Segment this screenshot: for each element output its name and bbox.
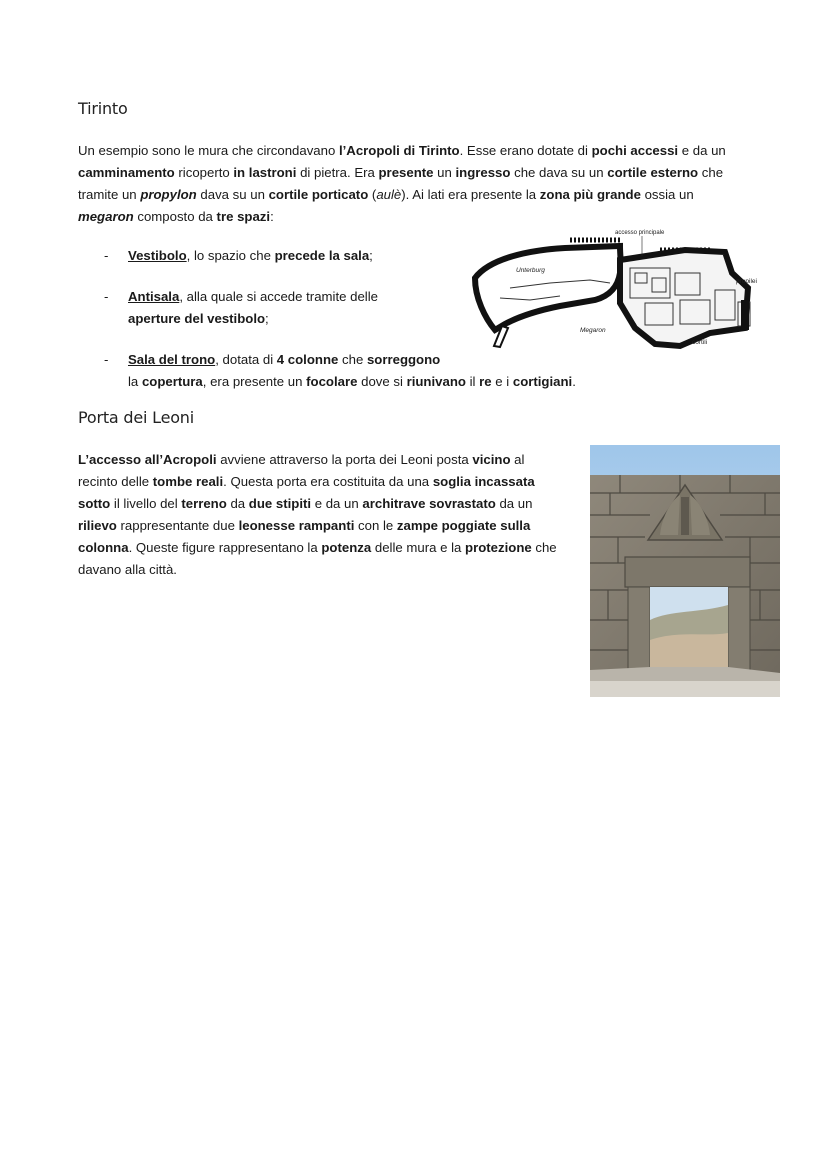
text-run: che tramite un <box>78 165 724 202</box>
text-run: al recinto delle <box>78 452 525 489</box>
text-run: architrave sovrastato <box>362 496 496 511</box>
text-run: ; <box>265 311 269 326</box>
plan-label-cortili: cortili <box>692 339 708 346</box>
text-run: , dotata di <box>215 352 277 367</box>
text-run: ( <box>368 187 377 202</box>
text-run: il <box>465 374 480 389</box>
text-run: cortigiani <box>512 374 573 389</box>
text-run: cortile esterno <box>607 165 699 180</box>
text-run: , era presente un <box>202 374 307 389</box>
text-run: l’Acropoli di Tirinto <box>338 143 460 158</box>
text-run: protezione <box>465 540 532 555</box>
lion-gate-drawing <box>590 445 780 697</box>
text-run: e da un <box>311 496 363 511</box>
text-run: , lo spazio che <box>186 248 275 263</box>
text-run: in lastroni <box>233 165 297 180</box>
text-run: Un esempio sono le mura che circondavano <box>78 143 339 158</box>
text-run: un <box>433 165 456 180</box>
list-item-line <box>128 286 378 308</box>
text-run: delle mura e la <box>371 540 466 555</box>
text-run: presente <box>378 165 434 180</box>
text-run: camminamento <box>78 165 175 180</box>
list-dash: - <box>104 248 109 263</box>
text-run: rappresentante due <box>116 518 239 533</box>
list-item-line <box>128 371 576 393</box>
text-run: aperture del vestibolo <box>128 311 266 326</box>
text-run: tre spazi <box>216 209 271 224</box>
text-run: ). Ai lati era presente la <box>401 187 540 202</box>
text-run: tombe reali <box>152 474 224 489</box>
text-run: : <box>270 209 274 224</box>
text-run: . Queste figure rappresentano la <box>128 540 322 555</box>
text-run: due stipiti <box>248 496 312 511</box>
text-run: , alla quale si accede tramite delle <box>179 289 378 304</box>
tiryns-plan-drawing <box>470 228 770 353</box>
text-run: precede la sala <box>274 248 370 263</box>
text-run: di pietra. Era <box>296 165 379 180</box>
plan-label-propilei: propilei <box>736 278 757 285</box>
text-run: L’accesso all’Acropoli <box>78 452 217 467</box>
heading-porta-dei-leoni: Porta dei Leoni <box>78 408 194 427</box>
text-run: con le <box>354 518 397 533</box>
text-run: Antisala <box>128 289 180 304</box>
text-run: leonesse rampanti <box>238 518 355 533</box>
text-run: dava su un <box>196 187 269 202</box>
text-run: terreno <box>181 496 227 511</box>
list-item-line <box>128 245 373 267</box>
text-run: ; <box>369 248 373 263</box>
text-run: e da un <box>678 143 726 158</box>
list-item-line <box>128 349 440 371</box>
text-run: vicino <box>472 452 511 467</box>
text-run: che <box>338 352 367 367</box>
text-run: propylon <box>140 187 197 202</box>
plan-label-megaron: Megaron <box>580 327 606 334</box>
text-run: che dava su un <box>510 165 608 180</box>
paragraph-tirinto <box>78 140 750 228</box>
text-run: avviene attraverso la porta dei Leoni posta <box>216 452 473 467</box>
text-run: re <box>479 374 492 389</box>
text-run: ricoperto <box>174 165 234 180</box>
text-run: focolare <box>306 374 358 389</box>
paragraph-porta-dei-leoni <box>78 449 560 581</box>
text-run: ossia un <box>640 187 694 202</box>
text-run: soglia incassata sotto <box>78 474 535 511</box>
text-run: composto da <box>133 209 217 224</box>
text-run: zona più grande <box>539 187 641 202</box>
text-run: potenza <box>321 540 372 555</box>
text-run: Vestibolo <box>128 248 187 263</box>
text-run: riunivano <box>406 374 466 389</box>
text-run: . Questa porta era costituita da una <box>223 474 433 489</box>
text-run: sorreggono <box>366 352 441 367</box>
text-run: da <box>226 496 249 511</box>
text-run: da un <box>495 496 533 511</box>
tiryns-plan-figure <box>470 228 770 353</box>
text-run: il livello del <box>110 496 182 511</box>
text-run: ingresso <box>455 165 511 180</box>
text-run: zampe poggiate sulla colonna <box>78 518 531 555</box>
text-run: aulè <box>376 187 402 202</box>
text-run: . Esse erano dotate di <box>459 143 592 158</box>
list-dash: - <box>104 289 109 304</box>
text-run: copertura <box>141 374 203 389</box>
text-run: la <box>128 374 142 389</box>
lion-gate-photo <box>590 445 780 697</box>
text-run: rilievo <box>78 518 117 533</box>
text-run: Sala del trono <box>128 352 216 367</box>
text-run: dove si <box>357 374 407 389</box>
plan-label-unterburg: Unterburg <box>516 267 545 274</box>
text-run: . <box>572 374 576 389</box>
list-dash: - <box>104 352 109 367</box>
text-run: pochi accessi <box>591 143 679 158</box>
text-run: cortile porticato <box>268 187 369 202</box>
text-run: 4 colonne <box>276 352 339 367</box>
list-item-line <box>128 308 269 330</box>
text-run: che davano alla città. <box>78 540 557 577</box>
plan-label-accesso: accesso principale <box>615 230 665 236</box>
text-run: megaron <box>78 209 134 224</box>
text-run: e i <box>491 374 513 389</box>
heading-tirinto: Tirinto <box>78 99 128 118</box>
